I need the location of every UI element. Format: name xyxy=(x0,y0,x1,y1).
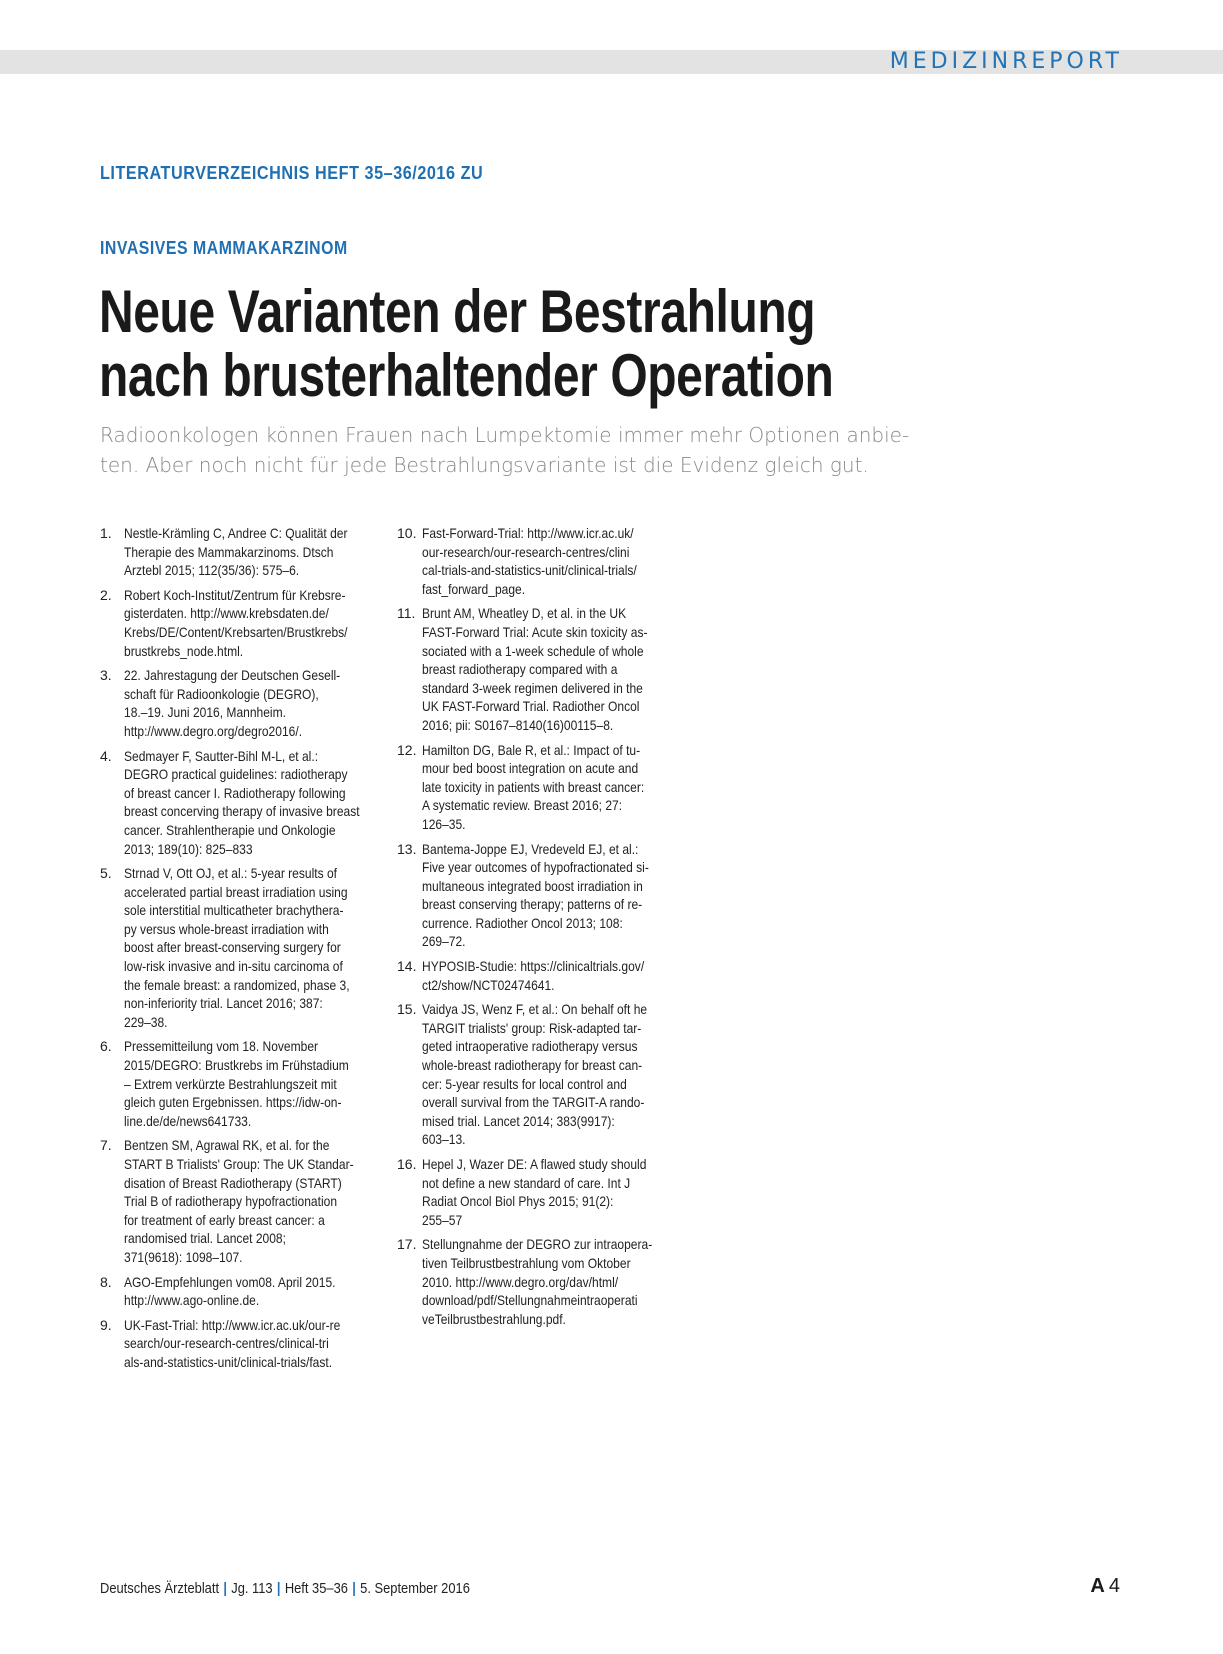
article-lead xyxy=(100,420,960,480)
reference-line: Therapie des Mammakarzinoms. Dtsch xyxy=(124,543,334,560)
reference-line: geted intraoperative radiotherapy versus xyxy=(422,1038,638,1055)
reference-item xyxy=(100,747,390,859)
reference-number: 16. xyxy=(397,1156,417,1172)
footer-journal: Deutsches Ärzteblatt xyxy=(100,1580,220,1597)
reference-item xyxy=(100,666,390,740)
headline-line: Neue Varianten der Bestrahlung xyxy=(99,278,816,345)
reference-line: Vaidya JS, Wenz F, et al.: On behalf oft he xyxy=(422,1001,648,1018)
reference-line: schaft für Radioonkologie (DEGRO), xyxy=(124,685,319,702)
reference-line: search/our-research-centres/clinical-tri xyxy=(124,1335,329,1352)
reference-line: als-and-statistics-unit/clinical-trials/fast. xyxy=(124,1353,333,1370)
reference-line: randomised trial. Lancet 2008; xyxy=(124,1230,286,1247)
reference-line: Pressemitteilung vom 18. November xyxy=(124,1038,319,1055)
reference-line: sociated with a 1-week schedule of whole xyxy=(422,642,644,659)
reference-number: 9. xyxy=(100,1316,112,1333)
reference-line: breast radiotherapy compared with a xyxy=(422,661,618,678)
reference-item xyxy=(100,1136,390,1266)
reference-line: Nestle-Krämling C, Andree C: Qualität der xyxy=(124,525,348,541)
reference-item xyxy=(397,957,687,994)
reference-text xyxy=(422,840,687,952)
reference-line: FAST-Forward Trial: Acute skin toxicity as- xyxy=(422,623,648,640)
reference-line: Brunt AM, Wheatley D, et al. in the UK xyxy=(422,605,627,622)
reference-line: HYPOSIB-Studie: https://clinicaltrials.gov/ xyxy=(422,958,645,975)
reference-number: 3. xyxy=(100,667,112,684)
reference-line: Bantema-Joppe EJ, Vredeveld EJ, et al.: xyxy=(422,840,639,857)
reference-text xyxy=(124,586,390,660)
reference-line: low-risk invasive and in-situ carcinoma of xyxy=(124,958,343,975)
reference-line: 269–72. xyxy=(422,933,466,950)
reference-item xyxy=(397,1155,687,1229)
reference-line: cal-trials-and-statistics-unit/clinical-trials/ xyxy=(422,562,637,579)
reference-item xyxy=(100,524,390,580)
reference-line: sole interstitial multicatheter brachythera- xyxy=(124,902,344,919)
reference-line: 2015/DEGRO: Brustkrebs im Frühstadium xyxy=(124,1057,349,1074)
reference-line: Robert Koch-Institut/Zentrum für Krebsre- xyxy=(124,586,346,603)
footer-issue: Heft 35–36 xyxy=(284,1580,348,1597)
reference-line: our-research/our-research-centres/clini xyxy=(422,543,630,560)
reference-number: 13. xyxy=(397,840,417,857)
reference-line: TARGIT trialists' group: Risk-adapted tar- xyxy=(422,1019,642,1036)
references-column-2 xyxy=(397,524,687,1334)
footer-date: 5. September 2016 xyxy=(360,1580,470,1597)
reference-line: http://www.degro.org/degro2016/. xyxy=(124,722,303,739)
reference-text xyxy=(422,524,687,598)
reference-line: Hepel J, Wazer DE: A flawed study should xyxy=(422,1156,647,1172)
reference-line: Trial B of radiotherapy hypofractionation xyxy=(124,1193,338,1210)
reference-number: 15. xyxy=(397,1001,417,1018)
reference-item xyxy=(100,586,390,660)
reference-line: py versus whole-breast irradiation with xyxy=(124,920,329,937)
page-number xyxy=(1090,1575,1120,1598)
references-column-1 xyxy=(100,524,390,1378)
footer-separator: | xyxy=(352,1580,356,1597)
page-prefix: A xyxy=(1090,1575,1105,1597)
reference-line: DEGRO practical guidelines: radiotherapy xyxy=(124,766,348,783)
reference-line: accelerated partial breast irradiation using xyxy=(124,883,348,900)
reference-line: mised trial. Lancet 2014; 383(9917): xyxy=(422,1112,615,1129)
page-number-value: 4 xyxy=(1108,1575,1120,1597)
reference-line: cancer. Strahlentherapie und Onkologie xyxy=(124,821,336,838)
reference-line: whole-breast radiotherapy for breast can- xyxy=(422,1057,643,1074)
reference-line: gisterdaten. http://www.krebsdaten.de/ xyxy=(124,605,329,622)
lead-line: Radioonkologen können Frauen nach Lumpektomie immer mehr Optionen anbie- xyxy=(100,423,910,447)
reference-line: the female breast: a randomized, phase 3, xyxy=(124,976,350,993)
reference-number: 17. xyxy=(397,1236,417,1253)
reference-line: UK-Fast-Trial: http://www.icr.ac.uk/our-re xyxy=(124,1316,341,1333)
reference-line: UK FAST-Forward Trial. Radiother Oncol xyxy=(422,698,640,715)
reference-line: Five year outcomes of hypofractionated si- xyxy=(422,859,649,876)
reference-line: multaneous integrated boost irradiation in xyxy=(422,877,643,894)
reference-line: 22. Jahrestagung der Deutschen Gesell- xyxy=(124,667,341,684)
reference-item xyxy=(397,1235,687,1328)
reference-text xyxy=(124,666,390,740)
reference-line: http://www.ago-online.de. xyxy=(124,1292,260,1309)
reference-line: 2010. http://www.degro.org/dav/html/ xyxy=(422,1273,619,1290)
reference-line: START B Trialists' Group: The UK Standar- xyxy=(124,1156,354,1172)
reference-line: overall survival from the TARGIT-A rando- xyxy=(422,1094,645,1111)
reference-number: 2. xyxy=(100,586,112,603)
reference-line: 371(9618): 1098–107. xyxy=(124,1248,243,1265)
reference-item xyxy=(397,840,687,952)
reference-number: 6. xyxy=(100,1038,112,1055)
footer-volume: Jg. 113 xyxy=(231,1580,273,1597)
reference-item xyxy=(397,741,687,834)
reference-number: 4. xyxy=(100,747,112,764)
reference-line: 255–57 xyxy=(422,1211,463,1228)
footer-separator: | xyxy=(223,1580,227,1597)
reference-line: Fast-Forward-Trial: http://www.icr.ac.uk/ xyxy=(422,525,634,541)
reference-line: standard 3-week regimen delivered in the xyxy=(422,679,643,696)
reference-text xyxy=(422,1235,690,1328)
reference-line: disation of Breast Radiotherapy (START) xyxy=(124,1174,342,1191)
reference-line: 229–38. xyxy=(124,1013,168,1030)
reference-item xyxy=(100,1037,390,1130)
reference-number: 12. xyxy=(397,741,417,758)
reference-line: for treatment of early breast cancer: a xyxy=(124,1211,325,1228)
reference-number: 7. xyxy=(100,1137,112,1154)
reference-line: Krebs/DE/Content/Krebsarten/Brustkrebs/ xyxy=(124,623,348,640)
reference-text xyxy=(124,747,398,859)
reference-line: Stellungnahme der DEGRO zur intraopera- xyxy=(422,1236,653,1253)
reference-line: currence. Radiother Oncol 2013; 108: xyxy=(422,914,623,931)
reference-item xyxy=(397,524,687,598)
reference-line: breast concerving therapy of invasive breast xyxy=(124,803,360,820)
reference-line: 2013; 189(10): 825–833 xyxy=(124,840,253,857)
reference-text xyxy=(124,1273,390,1310)
reference-text xyxy=(124,864,390,1031)
reference-text xyxy=(124,1316,390,1372)
reference-number: 8. xyxy=(100,1273,112,1290)
lead-line: ten. Aber noch nicht für jede Bestrahlungsvariante ist die Evidenz gleich gut. xyxy=(100,453,869,477)
reference-text xyxy=(422,1000,687,1149)
reference-line: of breast cancer I. Radiotherapy following xyxy=(124,784,346,801)
reference-number: 1. xyxy=(100,525,112,541)
reference-text xyxy=(124,524,390,580)
reference-line: 2016; pii: S0167–8140(16)00115–8. xyxy=(422,716,614,733)
reference-text xyxy=(422,1155,687,1229)
reference-line: not define a new standard of care. Int J xyxy=(422,1174,631,1191)
reference-line: Arztebl 2015; 112(35/36): 575–6. xyxy=(124,562,300,579)
reference-line: brustkrebs_node.html. xyxy=(124,642,244,659)
reference-number: 14. xyxy=(397,958,417,975)
reference-line: 18.–19. Juni 2016, Mannheim. xyxy=(124,704,286,721)
article-headline xyxy=(99,280,939,408)
reference-line: late toxicity in patients with breast cancer: xyxy=(422,778,645,795)
reference-text xyxy=(422,741,687,834)
topic-kicker: INVASIVES MAMMAKARZINOM xyxy=(100,238,348,258)
reference-line: Sedmayer F, Sautter-Bihl M-L, et al.: xyxy=(124,747,319,764)
reference-line: download/pdf/Stellungnahmeintraoperati xyxy=(422,1292,638,1309)
reference-line: 603–13. xyxy=(422,1131,466,1148)
headline-line: nach brusterhaltender Operation xyxy=(99,342,834,409)
reference-line: ct2/show/NCT02474641. xyxy=(422,976,555,993)
bibliography-kicker: LITERATURVERZEICHNIS HEFT 35–36/2016 ZU xyxy=(100,163,484,183)
reference-item xyxy=(100,1316,390,1372)
reference-line: Radiat Oncol Biol Phys 2015; 91(2): xyxy=(422,1193,614,1210)
reference-number: 5. xyxy=(100,865,112,882)
reference-item xyxy=(397,1000,687,1149)
reference-item xyxy=(100,1273,390,1310)
reference-number: 11. xyxy=(397,605,416,622)
reference-number: 10. xyxy=(397,525,417,541)
section-label: MEDIZINREPORT xyxy=(889,49,1123,74)
reference-line: mour bed boost integration on acute and xyxy=(422,760,639,777)
reference-line: non-inferiority trial. Lancet 2016; 387: xyxy=(124,995,323,1012)
reference-line: cer: 5-year results for local control and xyxy=(422,1075,627,1092)
reference-item xyxy=(100,864,390,1031)
reference-text xyxy=(422,957,687,994)
footer-separator: | xyxy=(276,1580,281,1597)
reference-line: fast_forward_page. xyxy=(422,580,526,597)
reference-line: 126–35. xyxy=(422,815,466,832)
reference-line: tiven Teilbrustbestrahlung vom Oktober xyxy=(422,1254,631,1271)
reference-line: line.de/de/news641733. xyxy=(124,1112,252,1129)
reference-text xyxy=(124,1136,391,1266)
reference-line: – Extrem verkürzte Bestrahlungszeit mit xyxy=(124,1075,337,1092)
reference-item xyxy=(397,604,687,734)
reference-line: A systematic review. Breast 2016; 27: xyxy=(422,797,623,814)
footer-citation xyxy=(100,1580,470,1597)
reference-line: boost after breast-conserving surgery for xyxy=(124,939,341,956)
reference-line: AGO-Empfehlungen vom08. April 2015. xyxy=(124,1273,336,1290)
reference-line: breast conserving therapy; patterns of re- xyxy=(422,896,643,913)
reference-line: Hamilton DG, Bale R, et al.: Impact of tu- xyxy=(422,741,641,758)
reference-line: gleich guten Ergebnissen. https://idw-on- xyxy=(124,1094,342,1111)
reference-line: Strnad V, Ott OJ, et al.: 5-year results of xyxy=(124,865,338,882)
reference-line: veTeilbrustbestrahlung.pdf. xyxy=(422,1310,566,1327)
reference-text xyxy=(124,1037,390,1130)
reference-text xyxy=(422,604,687,734)
reference-line: Bentzen SM, Agrawal RK, et al. for the xyxy=(124,1137,330,1154)
